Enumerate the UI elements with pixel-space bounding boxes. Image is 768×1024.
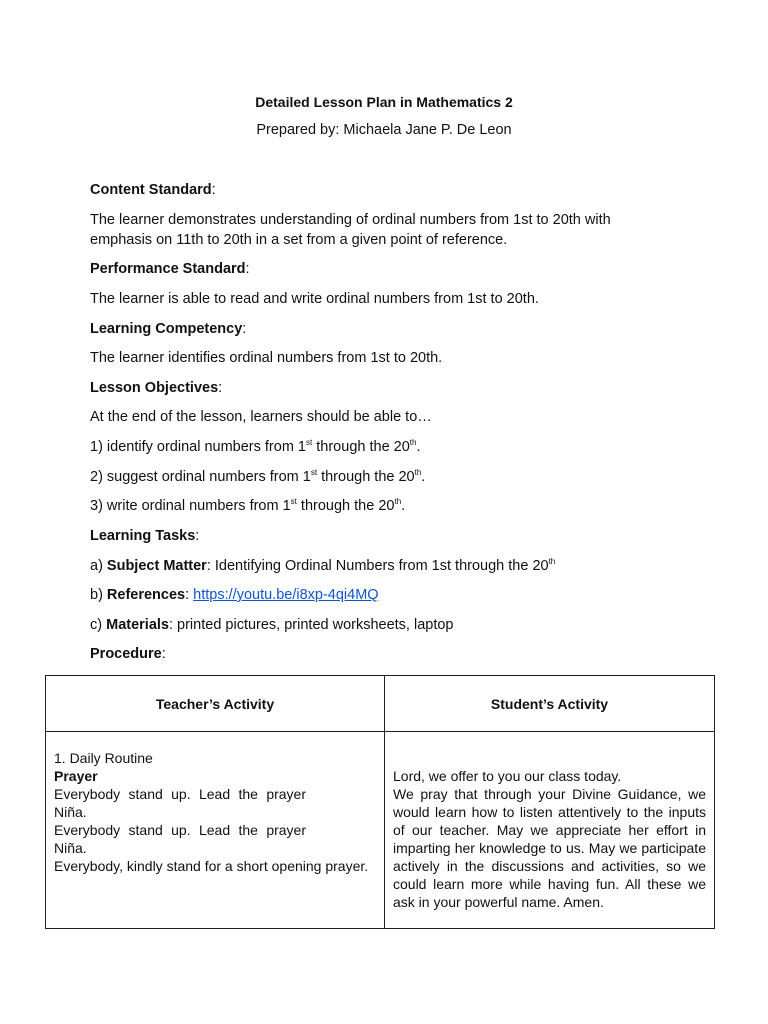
student-line: We pray that through your Divine Guidance, we would learn how to listen attentively to the inputs of our teacher. May we appreciate her effort in imparting her knowledge to us. May we participate actively in the discussions and activities, so we could learn more while having fun. All these we ask in your powerful name. Amen. (393, 786, 706, 910)
document-title: Detailed Lesson Plan in Mathematics 2 (255, 94, 513, 110)
table-row (46, 732, 715, 929)
step-label: 1. Daily Routine (54, 750, 153, 766)
teacher-line: Everybody stand up. Lead the prayer Niña. (54, 822, 306, 856)
learning-competency-heading: Learning Competency: (90, 321, 247, 337)
learning-tasks-heading: Learning Tasks: (90, 528, 200, 544)
learning-competency-text: The learner identifies ordinal numbers from 1st to 20th. (90, 350, 443, 366)
student-activity-header: Student’s Activity (385, 676, 715, 732)
teacher-line: Everybody stand up. Lead the prayer Niña. (54, 786, 306, 820)
student-line: Lord, we offer to you our class today. (393, 768, 622, 784)
procedure-heading: Procedure: (90, 646, 166, 662)
content-standard-heading: Content Standard: (90, 182, 216, 198)
teacher-activity-cell (46, 732, 385, 929)
table-header-row (46, 676, 715, 732)
teacher-activity-header: Teacher’s Activity (46, 676, 385, 732)
reference-link[interactable]: https://youtu.be/i8xp-4qi4MQ (193, 587, 379, 603)
content-standard-text: The learner demonstrates understanding of ordinal numbers from 1st to 20th with emphasis on 11th to 20th in a set from a given point of reference. (90, 212, 611, 248)
prayer-label: Prayer (54, 768, 98, 784)
task-materials: c) Materials: printed pictures, printed worksheets, laptop (90, 617, 454, 633)
procedure-table (45, 675, 715, 929)
student-activity-cell (385, 732, 715, 929)
teacher-line: Everybody, kindly stand for a short opening prayer. (54, 858, 369, 874)
objective-item: 1) identify ordinal numbers from 1st through the 20th. (90, 438, 421, 455)
performance-standard-heading: Performance Standard: (90, 261, 250, 277)
prepared-by: Prepared by: Michaela Jane P. De Leon (256, 122, 512, 138)
task-subject-matter: a) Subject Matter: Identifying Ordinal Numbers from 1st through the 20th (90, 557, 556, 574)
lesson-objectives-heading: Lesson Objectives: (90, 380, 223, 396)
objective-item: 2) suggest ordinal numbers from 1st through the 20th. (90, 468, 426, 485)
objective-item: 3) write ordinal numbers from 1st through the 20th. (90, 497, 406, 514)
performance-standard-text: The learner is able to read and write ordinal numbers from 1st to 20th. (90, 291, 539, 307)
task-references: b) References: https://youtu.be/i8xp-4qi4MQ (90, 587, 379, 603)
lesson-objectives-intro: At the end of the lesson, learners should be able to… (90, 409, 432, 425)
